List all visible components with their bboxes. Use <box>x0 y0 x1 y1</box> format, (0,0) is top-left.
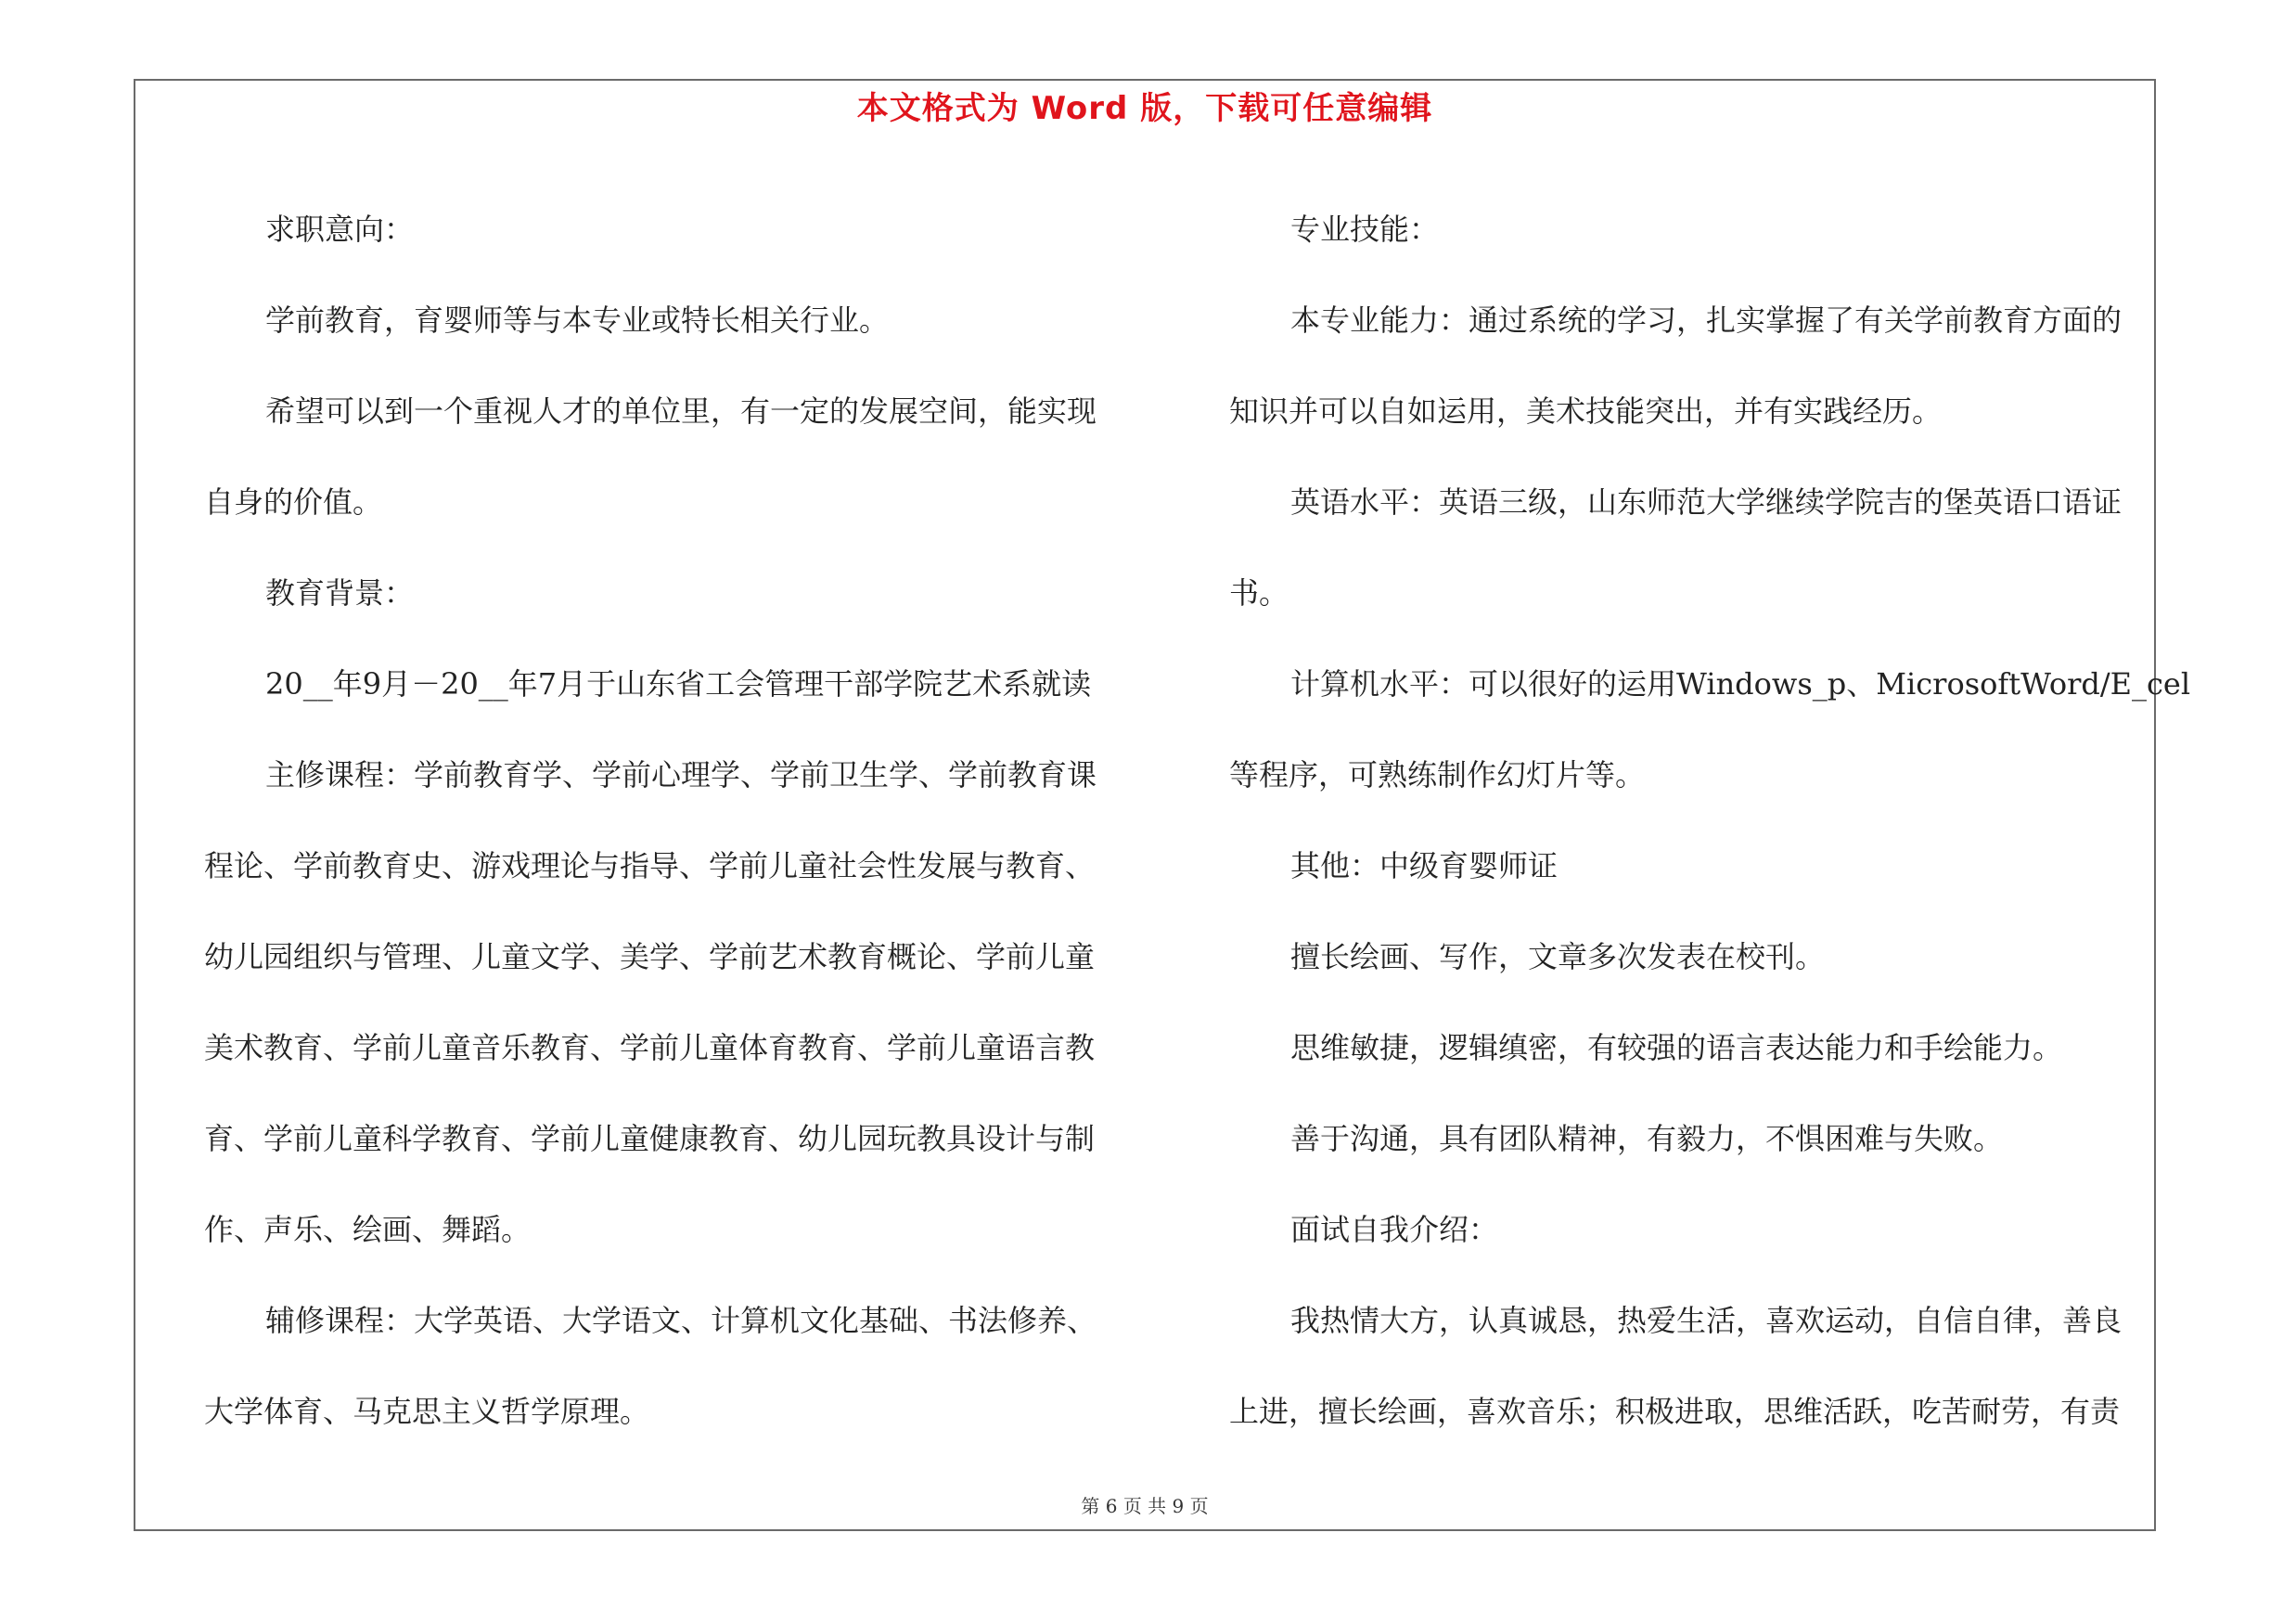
text-line: 辅修课程：大学英语、大学语文、计算机文化基础、书法修养、 <box>265 1303 1097 1338</box>
text-line: 等程序，可熟练制作幻灯片等。 <box>1229 757 1646 792</box>
text-line: 我热情大方，认真诚恳，热爱生活，喜欢运动，自信自律，善良 <box>1290 1303 2123 1338</box>
text-line: 专业技能： <box>1290 212 1440 247</box>
text-line: 其他：中级育婴师证 <box>1290 848 1558 883</box>
text-line: 上进，擅长绘画，喜欢音乐；积极进取，思维活跃，吃苦耐劳，有责 <box>1229 1394 2121 1429</box>
text-line: 学前教育，育婴师等与本专业或特长相关行业。 <box>265 303 890 338</box>
text-line: 擅长绘画、写作，文章多次发表在校刊。 <box>1290 939 1826 974</box>
text-line: 美术教育、学前儿童音乐教育、学前儿童体育教育、学前儿童语言教 <box>204 1030 1096 1065</box>
text-line: 善于沟通，具有团队精神，有毅力，不惧困难与失败。 <box>1290 1121 2004 1156</box>
text-line: 程论、学前教育史、游戏理论与指导、学前儿童社会性发展与教育、 <box>204 848 1096 883</box>
text-line: 20__年9月－20__年7月于山东省工会管理干部学院艺术系就读 <box>265 666 1092 702</box>
text-line: 思维敏捷，逻辑缜密，有较强的语言表达能力和手绘能力。 <box>1290 1030 2063 1065</box>
text-line: 主修课程：学前教育学、学前心理学、学前卫生学、学前教育课 <box>265 757 1097 792</box>
text-line: 作、声乐、绘画、舞蹈。 <box>204 1212 532 1247</box>
text-line: 幼儿园组织与管理、儿童文学、美学、学前艺术教育概论、学前儿童 <box>204 939 1096 974</box>
page-number-footer: 第 6 页 共 9 页 <box>1081 1495 1209 1517</box>
right-column <box>1229 184 2191 1457</box>
text-line: 计算机水平：可以很好的运用Windows_p、MicrosoftWord/E_cel <box>1290 666 2191 702</box>
word-format-banner: 本文格式为 Word 版，下载可任意编辑 <box>856 90 1433 127</box>
text-line: 教育背景： <box>265 575 415 611</box>
text-line: 知识并可以自如运用，美术技能突出，并有实践经历。 <box>1229 393 1943 429</box>
text-line: 育、学前儿童科学教育、学前儿童健康教育、幼儿园玩教具设计与制 <box>204 1121 1096 1156</box>
text-line: 希望可以到一个重视人才的单位里，有一定的发展空间，能实现 <box>265 393 1097 429</box>
text-line: 英语水平：英语三级，山东师范大学继续学院吉的堡英语口语证 <box>1290 484 2123 520</box>
text-line: 书。 <box>1229 575 1289 611</box>
text-line: 自身的价值。 <box>204 484 383 520</box>
left-column <box>204 184 1132 1457</box>
text-line: 大学体育、马克思主义哲学原理。 <box>204 1394 650 1429</box>
text-line: 本专业能力：通过系统的学习，扎实掌握了有关学前教育方面的 <box>1290 303 2123 338</box>
text-line: 求职意向： <box>265 212 415 247</box>
text-line: 面试自我介绍： <box>1290 1212 1499 1247</box>
